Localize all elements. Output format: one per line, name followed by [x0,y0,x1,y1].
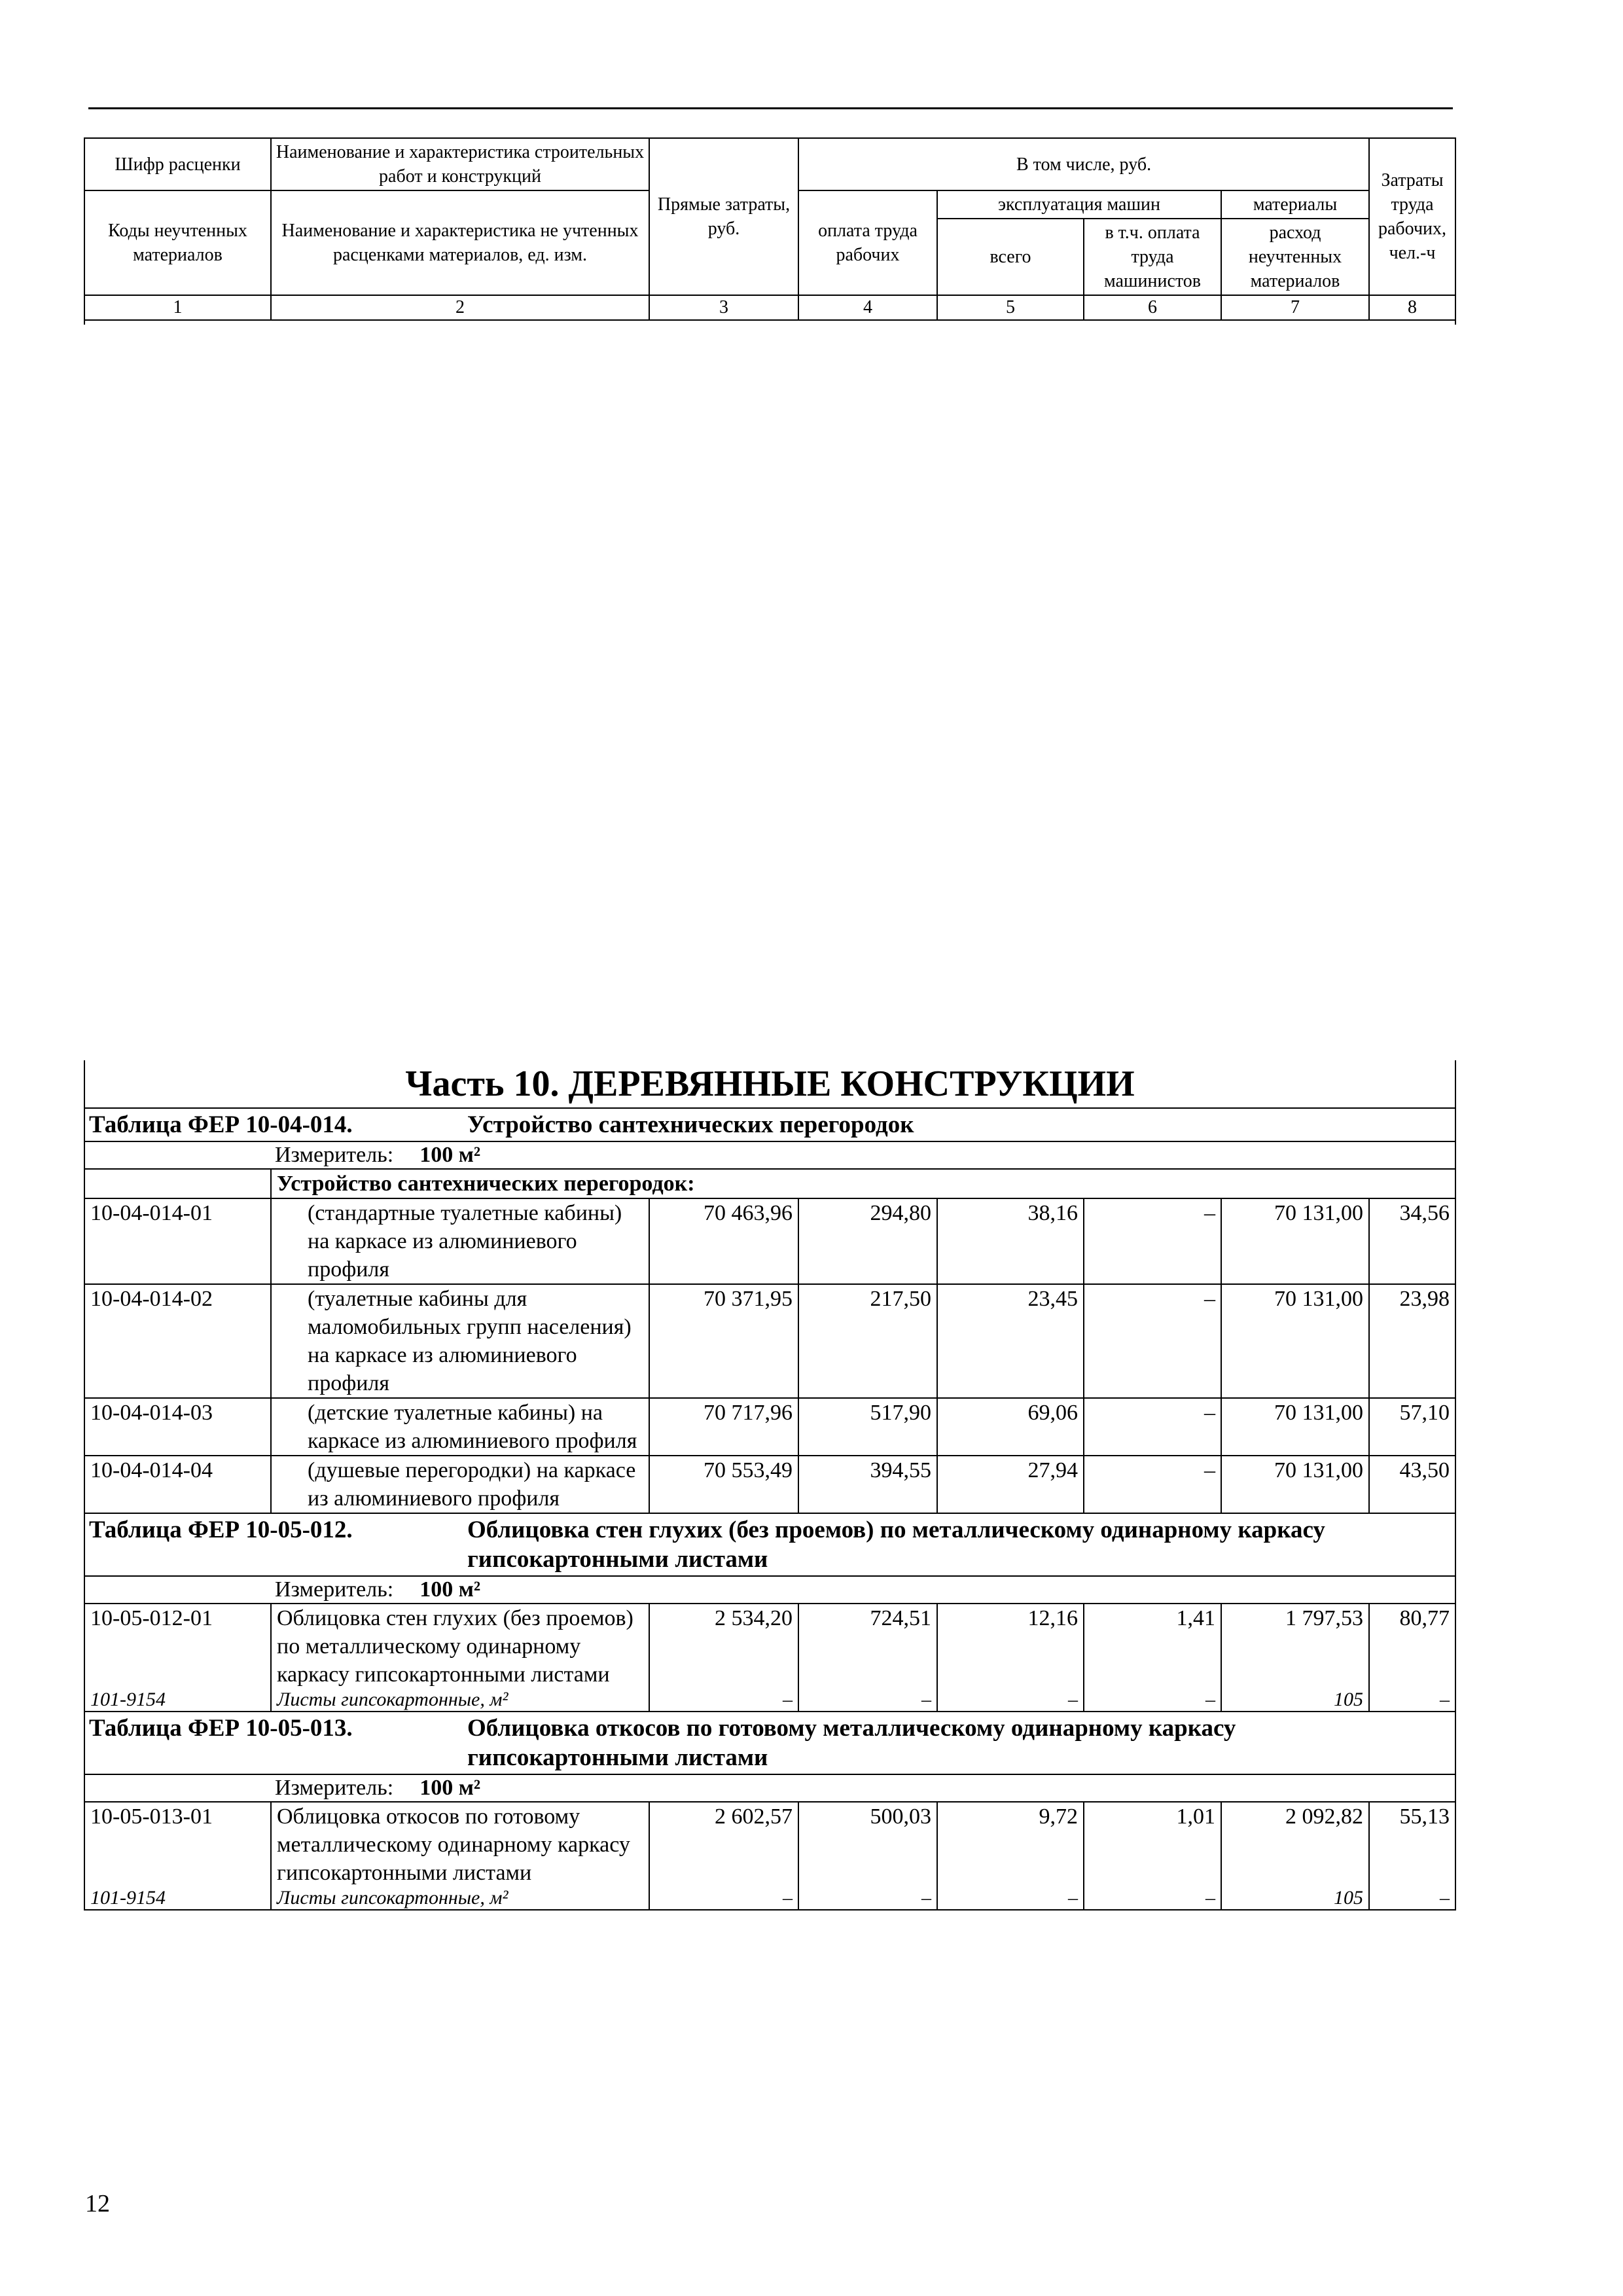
header-including: В том числе, руб. [798,138,1369,190]
operators-wages: 1,41 [1084,1604,1221,1689]
measure [84,1576,1455,1604]
header-machines-total: всего [937,219,1084,295]
row-code: 10-05-013-01 [84,1802,271,1887]
machines-total: 38,16 [937,1198,1084,1284]
measure-unit: 100 м² [419,1776,481,1800]
col-number: 5 [937,295,1084,320]
material-code: 101-9154 [84,1689,271,1712]
header-operators-wages: в т.ч. оплата труда машинистов [1084,219,1221,295]
material-consumption: 105 [1221,1887,1369,1910]
row-code: 10-04-014-03 [84,1398,271,1456]
operators-wages: – [1084,1398,1221,1456]
part-title: Часть 10. ДЕРЕВЯННЫЕ КОНСТРУКЦИИ [84,1060,1455,1108]
row-name: Облицовка стен глухих (без проемов) по металлическому одинарному каркасу гипсокартонными листами [271,1604,649,1689]
labor: 55,13 [1369,1802,1455,1887]
direct-costs: 70 717,96 [649,1398,798,1456]
table-heading [84,1108,1455,1141]
labor: 80,77 [1369,1604,1455,1689]
measure-unit: 100 м² [419,1577,481,1602]
direct-costs: 70 463,96 [649,1198,798,1284]
material-row [84,1887,1455,1910]
table-row [84,1198,1455,1284]
table-name: Облицовка откосов по готовому металлическому одинарному каркасу гипсокартонными листами [467,1715,1236,1771]
row-name: (туалетные кабины для маломобильных групп населения) на каркасе из алюминиевого профиля [271,1284,649,1398]
labor: 34,56 [1369,1198,1455,1284]
table-row [84,1398,1455,1456]
direct-costs: 2 534,20 [649,1604,798,1689]
material-name: Листы гипсокартонные, м² [271,1887,649,1910]
col-number: 2 [271,295,649,320]
table-code: Таблица ФЕР 10-04-014. [89,1111,353,1138]
direct-costs: – [649,1689,798,1712]
labor: 57,10 [1369,1398,1455,1456]
table-cell [84,1169,271,1198]
materials: 70 131,00 [1221,1398,1369,1456]
materials: 70 131,00 [1221,1198,1369,1284]
machines-total: 23,45 [937,1284,1084,1398]
machines-total: – [937,1887,1084,1910]
col-number: 7 [1221,295,1369,320]
wages: – [798,1689,937,1712]
material-name: Листы гипсокартонные, м² [271,1689,649,1712]
row-code: 10-04-014-04 [84,1456,271,1513]
labor: 43,50 [1369,1456,1455,1513]
materials: 70 131,00 [1221,1456,1369,1513]
wages: 500,03 [798,1802,937,1887]
table-code: Таблица ФЕР 10-05-012. [89,1516,353,1543]
material-row [84,1689,1455,1712]
labor: 23,98 [1369,1284,1455,1398]
operators-wages: – [1084,1284,1221,1398]
measure-unit: 100 м² [419,1143,481,1167]
direct-costs: 2 602,57 [649,1802,798,1887]
row-subheading: Устройство сантехнических перегородок: [271,1169,1455,1198]
machines-total: 27,94 [937,1456,1084,1513]
table-name: Устройство сантехнических перегородок [467,1111,914,1138]
machines-total: 12,16 [937,1604,1084,1689]
header-materials: материалы [1221,190,1369,219]
measure-label: Измеритель: [275,1776,394,1800]
operators-wages: – [1084,1689,1221,1712]
wages: 294,80 [798,1198,937,1284]
labor: – [1369,1887,1455,1910]
table-row [84,1284,1455,1398]
row-name: Облицовка откосов по готовому металлическому одинарному каркасу гипсокартонными листами [271,1802,649,1887]
materials: 1 797,53 [1221,1604,1369,1689]
row-name: (детские туалетные кабины) на каркасе из алюминиевого профиля [271,1398,649,1456]
materials: 70 131,00 [1221,1284,1369,1398]
header-material-names: Наименование и характеристика не учтенных расценками материалов, ед. изм. [271,190,649,295]
header-machines: эксплуатация машин [937,190,1221,219]
wages: 517,90 [798,1398,937,1456]
machines-total: 9,72 [937,1802,1084,1887]
col-number: 4 [798,295,937,320]
row-name: (душевые перегородки) на каркасе из алюминиевого профиля [271,1456,649,1513]
header-rule [88,107,1453,109]
labor: – [1369,1689,1455,1712]
row-name: (стандартные туалетные кабины) на каркасе из алюминиевого профиля [271,1198,649,1284]
header-material-codes: Коды неучтенных материалов [84,190,271,295]
table-code: Таблица ФЕР 10-05-013. [89,1715,353,1742]
measure [84,1774,1455,1802]
table-heading [84,1513,1455,1576]
wages: 724,51 [798,1604,937,1689]
page-number: 12 [85,2190,110,2217]
col-number: 8 [1369,295,1455,320]
row-code: 10-04-014-01 [84,1198,271,1284]
measure-label: Измеритель: [275,1143,394,1167]
column-header-table [84,137,1456,325]
direct-costs: – [649,1887,798,1910]
operators-wages: – [1084,1887,1221,1910]
operators-wages: – [1084,1198,1221,1284]
wages: 217,50 [798,1284,937,1398]
direct-costs: 70 371,95 [649,1284,798,1398]
machines-total: – [937,1689,1084,1712]
materials: 2 092,82 [1221,1802,1369,1887]
wages: – [798,1887,937,1910]
price-table [84,1060,1456,1910]
row-code: 10-04-014-02 [84,1284,271,1398]
header-wages: оплата труда рабочих [798,190,937,295]
measure-label: Измеритель: [275,1577,394,1602]
header-unaccounted-materials: расход неучтенных материалов [1221,219,1369,295]
header-name: Наименование и характеристика строительных работ и конструкций [271,138,649,190]
col-number: 3 [649,295,798,320]
wages: 394,55 [798,1456,937,1513]
table-row [84,1604,1455,1689]
material-consumption: 105 [1221,1689,1369,1712]
col-number: 6 [1084,295,1221,320]
machines-total: 69,06 [937,1398,1084,1456]
header-direct-costs: Прямые затраты, руб. [649,138,798,295]
header-code: Шифр расценки [84,138,271,190]
direct-costs: 70 553,49 [649,1456,798,1513]
table-name: Облицовка стен глухих (без проемов) по металлическому одинарному каркасу гипсокартонными листами [467,1516,1325,1573]
row-code: 10-05-012-01 [84,1604,271,1689]
table-row [84,1456,1455,1513]
operators-wages: – [1084,1456,1221,1513]
header-labor: Затраты труда рабочих, чел.-ч [1369,138,1455,295]
operators-wages: 1,01 [1084,1802,1221,1887]
measure [84,1141,1455,1169]
table-row [84,1802,1455,1887]
col-number: 1 [84,295,271,320]
material-code: 101-9154 [84,1887,271,1910]
table-heading [84,1712,1455,1774]
